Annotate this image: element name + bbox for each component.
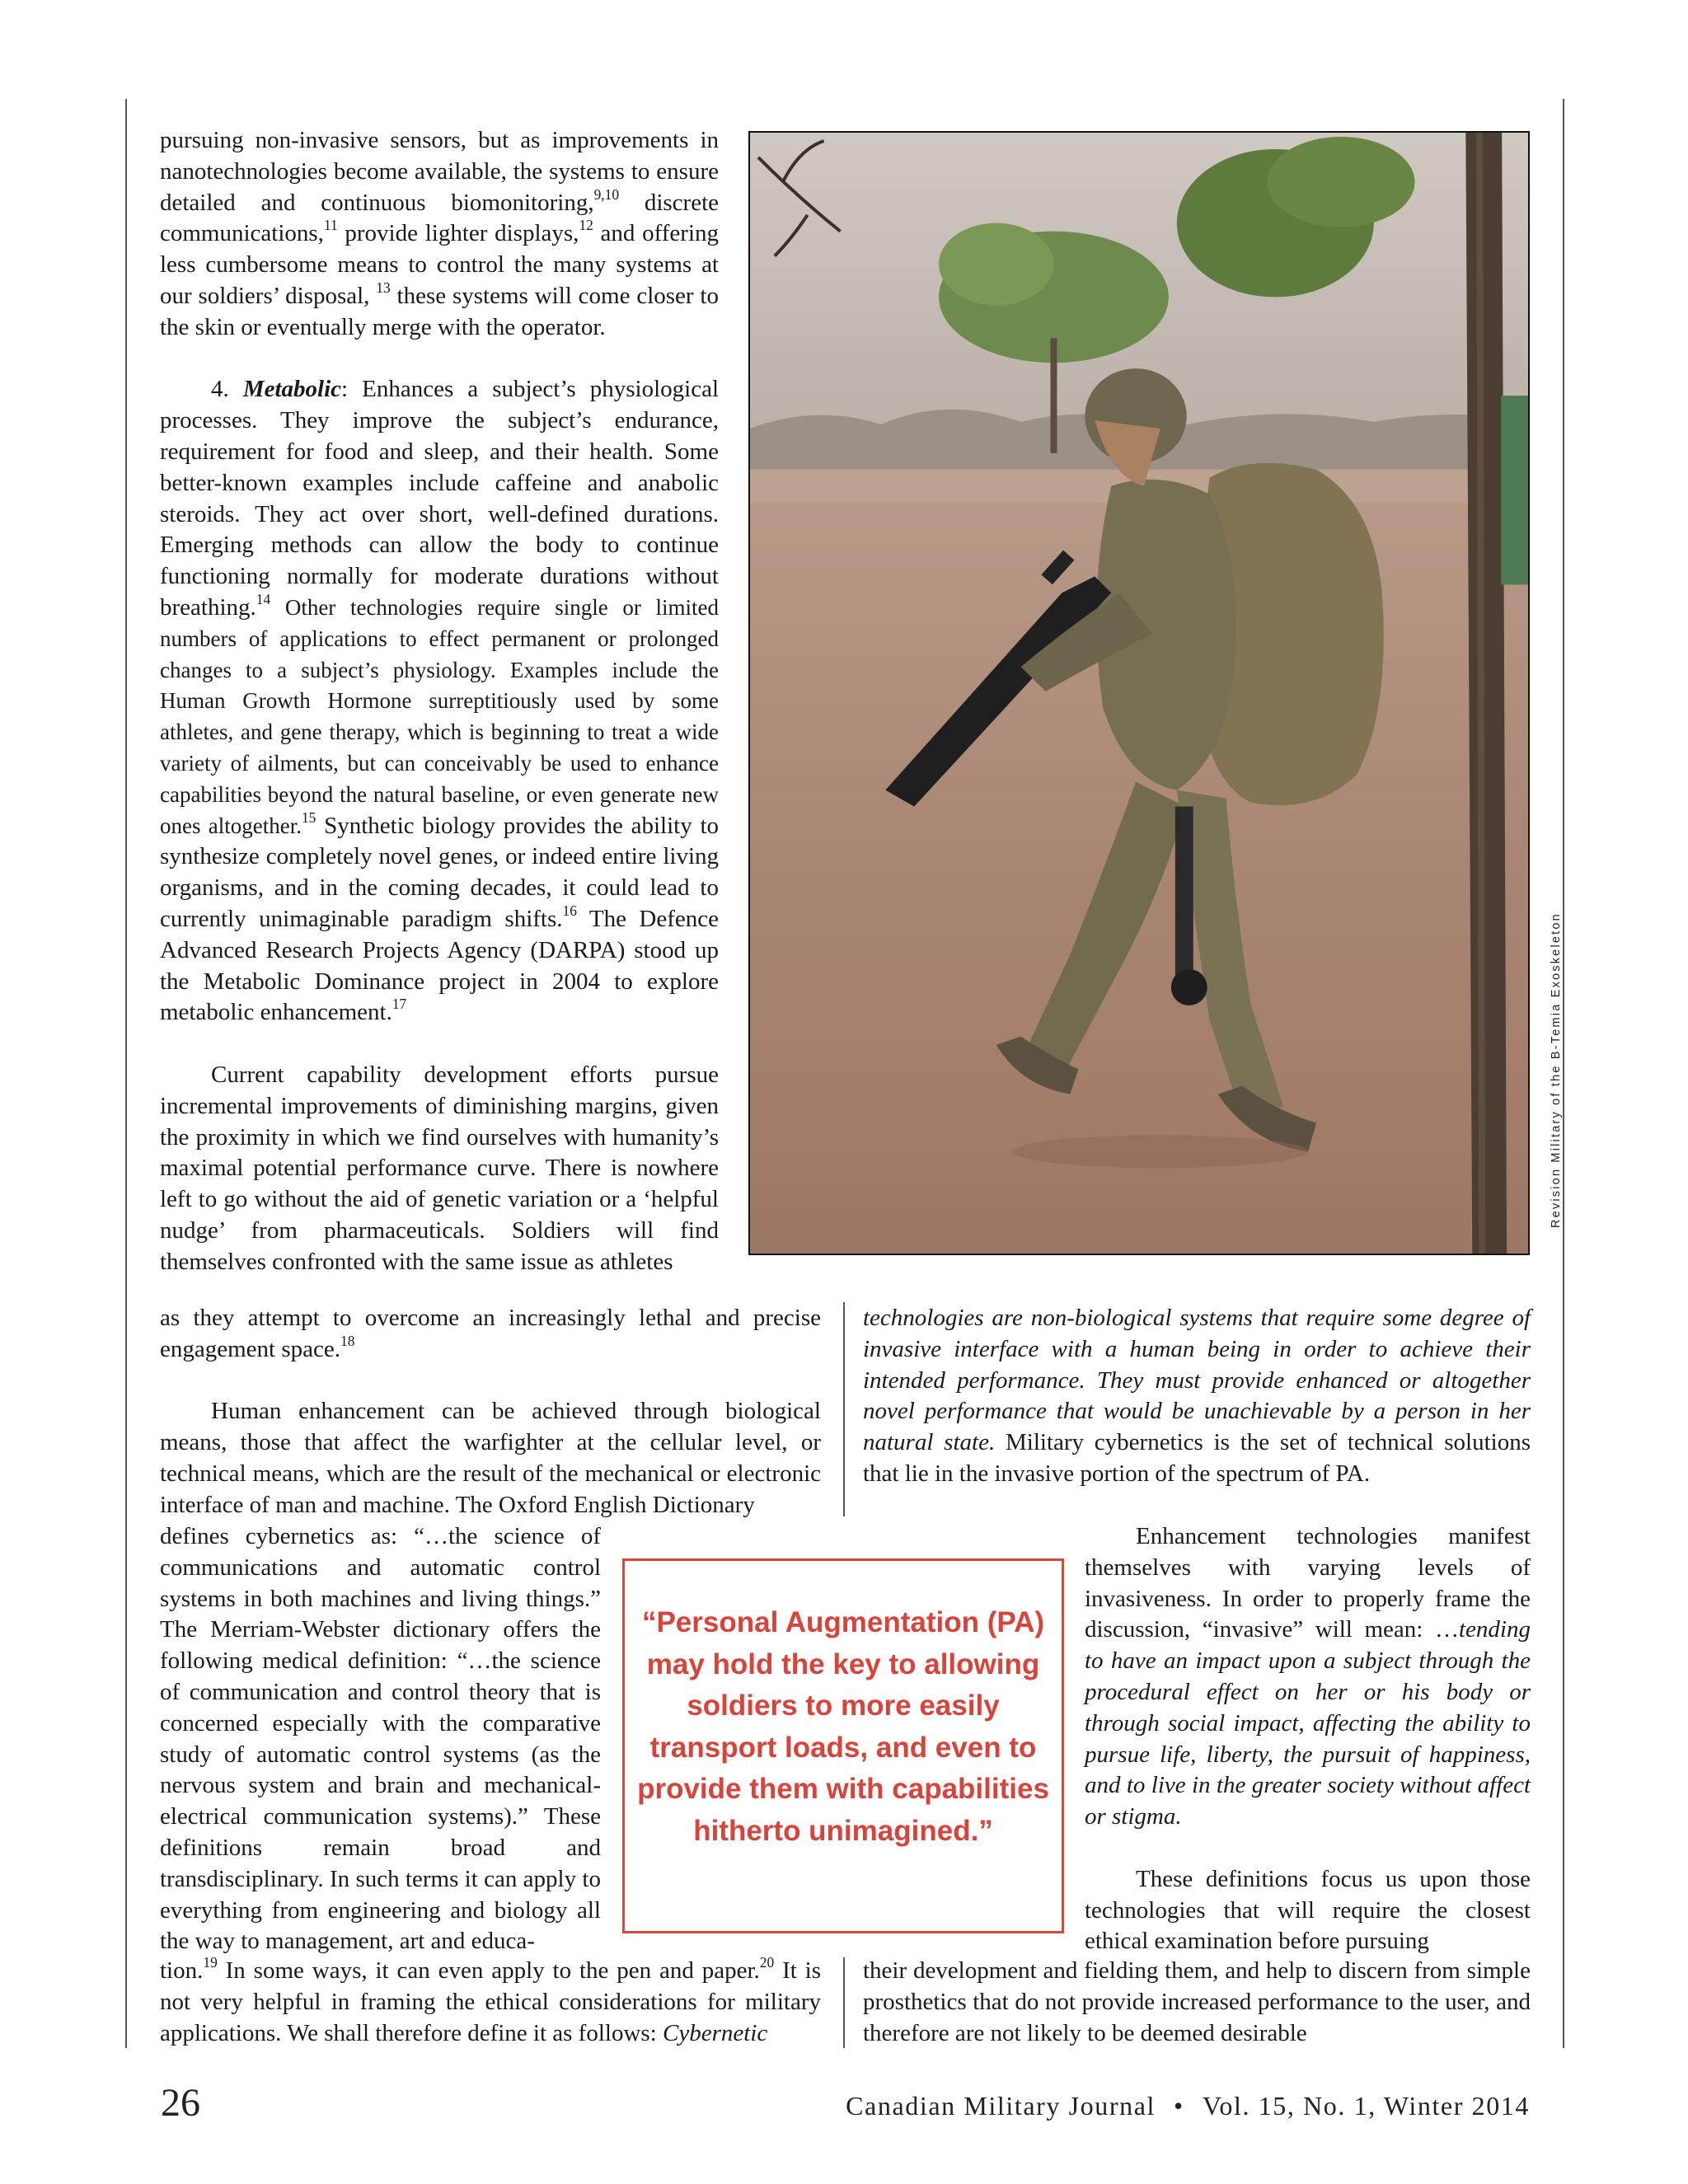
paragraph-cybernetics-definition: defines cybernetics as: “…the science of communications and automatic control systems in both machines and living things.” The Merriam-Webster dictionary offers the following medical definition: “…the science of communication and control theory that is concerned especially with the comparative study of automatic control systems (as the nervous system and brain and mechanical-electrical communication systems).” These definitions remain broad and transdisciplinary. In such terms it can apply to everything from engineering and biology all the way to management, art and educa-	[160, 1523, 601, 1955]
right-column-upper	[863, 1303, 1531, 1490]
left-column-middle	[160, 1303, 821, 1521]
left-column-upper	[160, 125, 719, 1277]
paragraph-capability: Current capability development efforts pursue incremental improvements of diminishing margins, given the proximity in which we find ourselves with humanity’s maximal potential performance curve. There is nowhere left to go without the aid of genetic variation or a ‘helpful nudge’ from pharmaceuticals. Soldiers will find themselves confronted with the same issue as athletes	[160, 1061, 719, 1275]
paragraph-prosthetics: their development and fielding them, and help to discern from simple prosthetics that do not provide increased performance to the user, and therefore are not likely to be deemed desirable	[863, 1957, 1531, 2046]
paragraph-sensors: pursuing non-invasive sensors, but as improvements in nanotechnologies become available, the systems to ensure detailed and continuous biomonitoring,$^{9,10}$ discrete communications,$^{11}$ provide lighter displays,$^{12}$ and offering less cumbersome means to control the many systems at our soldiers’ disposal, $^{13}$ these systems will come closer to the skin or eventually merge with the operator.	[160, 127, 720, 340]
paragraph-pen-and-paper: tion.$^{19}$ In some ways, it can even apply to the pen and paper.$^{20}$ It is not very helpful in framing the ethical considerations for military applications. We shall therefore define it as follows: Cybernetic	[160, 1953, 821, 2046]
pull-quote-text: “Personal Augmentation (PA) may hold the key to allowing soldiers to more easily transport loads, and even to provide them with capabilities hitherto unimagined.”	[637, 1606, 1049, 1847]
paragraph-enhancement: Human enhancement can be achieved through biological means, those that affect the warfighter at the cellular level, or technical means, which are the result of the mechanical or electronic interface of man and machine. The Oxford English Dictionary	[160, 1398, 821, 1518]
column-divider-top	[843, 1302, 845, 1516]
photo-illustration	[750, 133, 1528, 1254]
paragraph-invasive: Enhancement technologies manifest themselves with varying levels of invasiveness. In order to properly frame the discussion, “invasive” will mean: …tending to have an impact upon a subject through the procedural effect on her or his body or through social impact, affecting the ability to pursue life, liberty, the pursuit of happiness, and to live in the greater society without affect or stigma.	[1085, 1523, 1531, 1830]
left-column-beside-quote	[160, 1521, 601, 1957]
paragraph-definitions-focus: These definitions focus us upon those technologies that will require the closest ethical examination before pursuing	[1085, 1865, 1531, 1955]
journal-footer	[846, 2091, 1530, 2121]
right-column-bottom	[863, 1956, 1531, 2049]
left-margin-rule	[125, 99, 127, 2048]
journal-issue: Vol. 15, No. 1, Winter 2014	[1202, 2091, 1530, 2121]
paragraph-engagement: as they attempt to overcome an increasingly lethal and precise engagement space.$^{18}$	[160, 1305, 821, 1362]
bullet-separator: •	[1174, 2091, 1184, 2121]
soldier-exoskeleton-photo	[748, 131, 1530, 1255]
page-number: 26	[161, 2081, 200, 2125]
photo-credit: Revision Military of the B-Temia Exoskeleton	[1550, 912, 1563, 1228]
column-divider-bottom	[843, 1957, 845, 2048]
paragraph-cybernetic-definition: technologies are non-biological systems that require some degree of invasive interface with a human being in order to achieve their intended performance. They must provide enhanced or altogether novel performance that would be unachievable by a person in her natural state. Military cybernetics is the set of technical solutions that lie in the invasive portion of the spectrum of PA.	[863, 1305, 1531, 1487]
right-margin-rule	[1563, 99, 1564, 2048]
paragraph-metabolic: 4. Metabolic: Enhances a subject’s physiological processes. They improve the subject’s endurance, requirement for food and sleep, and their health. Some better-known examples include caffeine and anabolic steroids. They act over short, well-defined durations. Emerging methods can allow the body to continue functioning normally for moderate durations without breathing.$^{14}$ Other technologies require single or limited numbers of applications to effect permanent or prolonged changes to a subject’s physiology. Examples include the Human Growth Hormone surreptitiously used by some athletes, and gene therapy, which is beginning to treat a wide variety of ailments, but can conceivably be used to enhance capabilities beyond the natural baseline, or even generate new ones altogether.$^{15}$ Synthetic biology provides the ability to synthesize completely novel genes, or indeed entire living organisms, and in the coming decades, it could lead to currently unimaginable paradigm shifts.$^{16}$ The Defence Advanced Research Projects Agency (DARPA) stood up the Metabolic Dominance project in 2004 to explore metabolic enhancement.$^{17}$	[160, 376, 720, 1026]
journal-name: Canadian Military Journal	[846, 2091, 1156, 2121]
left-column-bottom	[160, 1953, 821, 2049]
pull-quote-box	[622, 1558, 1064, 1933]
right-column-beside-quote	[1085, 1521, 1531, 1957]
